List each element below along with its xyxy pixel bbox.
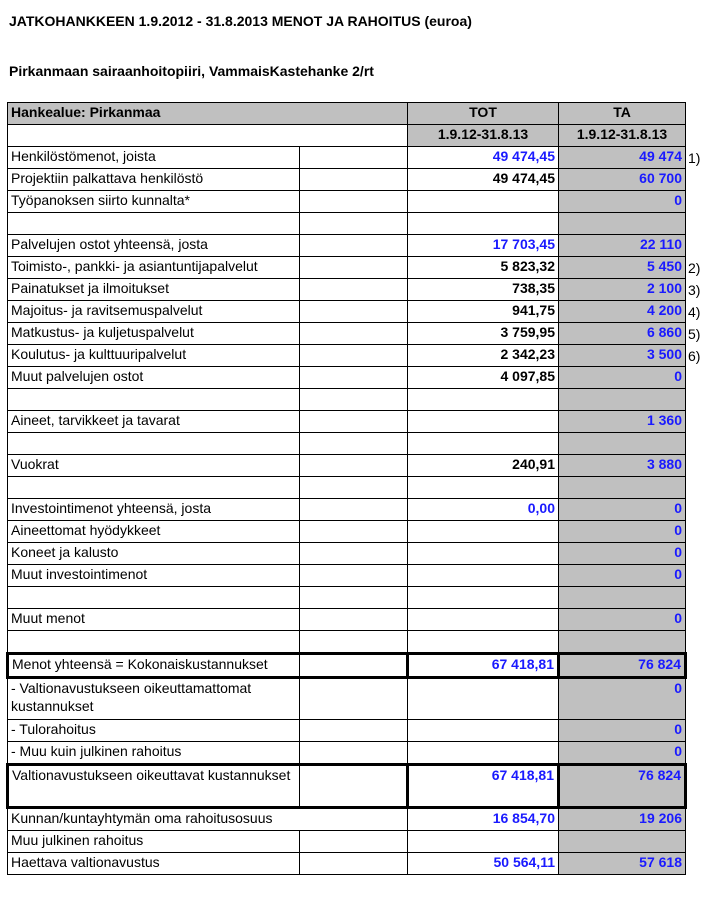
ta-value: 49 474 [559, 147, 686, 169]
blank-cell [300, 631, 408, 654]
tot-value: 5 823,32 [408, 257, 559, 279]
ta-value [559, 831, 686, 853]
tot-value [408, 587, 559, 609]
blank-cell [300, 609, 408, 631]
row-label: Aineettomat hyödykkeet [8, 521, 300, 543]
tot-value [408, 389, 559, 411]
tot-value: 0,00 [408, 499, 559, 521]
tot-value: 240,91 [408, 455, 559, 477]
ta-value: 0 [559, 565, 686, 587]
tot-value: 2 342,23 [408, 345, 559, 367]
blank-cell [300, 720, 408, 742]
tot-value [408, 543, 559, 565]
blank-cell [300, 678, 408, 720]
ta-value: 0 [559, 499, 686, 521]
blank-cell [300, 147, 408, 169]
empty-cell [8, 125, 408, 147]
tot-value [408, 831, 559, 853]
row-label: - Valtionavustukseen oikeuttamattomat kustannukset [8, 678, 300, 720]
row-label: Muut palvelujen ostot [8, 367, 300, 389]
tot-value: 49 474,45 [408, 169, 559, 191]
tot-value: 50 564,11 [408, 853, 559, 875]
row-label: Menot yhteensä = Kokonaiskustannukset [8, 654, 300, 678]
ta-header: TA [559, 103, 686, 125]
blank-cell [300, 389, 408, 411]
ta-value: 5 450 [559, 257, 686, 279]
blank-cell [300, 543, 408, 565]
blank-cell [300, 367, 408, 389]
ta-value: 57 618 [559, 853, 686, 875]
table-row [8, 765, 686, 808]
row-label: Valtionavustukseen oikeuttavat kustannukset [8, 765, 300, 808]
row-label: Kunnan/kuntayhtymän oma rahoitusosuus [8, 808, 408, 831]
ta-value: 3 500 [559, 345, 686, 367]
tot-value [408, 609, 559, 631]
ta-value: 0 [559, 521, 686, 543]
table-row [8, 257, 686, 279]
tot-value [408, 433, 559, 455]
ta-value [559, 213, 686, 235]
table-row [8, 323, 686, 345]
ta-value [559, 389, 686, 411]
document-subtitle: Pirkanmaan sairaanhoitopiiri, VammaisKastehanke 2/rt [9, 63, 374, 79]
row-label: Haettava valtionavustus [8, 853, 300, 875]
ta-value [559, 587, 686, 609]
table-row [8, 455, 686, 477]
blank-cell [300, 345, 408, 367]
blank-cell [300, 213, 408, 235]
table-row [8, 279, 686, 301]
tot-value [408, 213, 559, 235]
ta-value: 60 700 [559, 169, 686, 191]
table-row [8, 301, 686, 323]
ta-value: 0 [559, 191, 686, 213]
row-label: Investointimenot yhteensä, josta [8, 499, 300, 521]
row-label: Vuokrat [8, 455, 300, 477]
table-row [8, 720, 686, 742]
table-row [8, 191, 686, 213]
ta-value: 19 206 [559, 808, 686, 831]
table-row [8, 543, 686, 565]
table-row [8, 853, 686, 875]
blank-cell [300, 654, 408, 678]
row-label: Henkilöstömenot, joista [8, 147, 300, 169]
ta-value: 4 200 [559, 301, 686, 323]
blank-cell [300, 742, 408, 765]
ta-value: 1 360 [559, 411, 686, 433]
ta-value: 2 100 [559, 279, 686, 301]
area-header: Hankealue: Pirkanmaa [8, 103, 408, 125]
row-label [8, 213, 300, 235]
footnote-marker: 5) [688, 325, 701, 342]
row-label: Majoitus- ja ravitsemuspalvelut [8, 301, 300, 323]
tot-value [408, 521, 559, 543]
blank-cell [300, 477, 408, 499]
table-row [8, 235, 686, 257]
tot-value: 4 097,85 [408, 367, 559, 389]
row-label: Koulutus- ja kulttuuripalvelut [8, 345, 300, 367]
tot-value: 738,35 [408, 279, 559, 301]
table-row [8, 169, 686, 191]
tot-value: 49 474,45 [408, 147, 559, 169]
row-label: - Tulorahoitus [8, 720, 300, 742]
tot-value [408, 678, 559, 720]
table-row [8, 808, 686, 831]
tot-value [408, 565, 559, 587]
tot-value: 67 418,81 [408, 654, 559, 678]
ta-value: 3 880 [559, 455, 686, 477]
tot-value: 941,75 [408, 301, 559, 323]
blank-cell [300, 853, 408, 875]
ta-period: 1.9.12-31.8.13 [559, 125, 686, 147]
table-row [8, 147, 686, 169]
blank-cell [300, 191, 408, 213]
ta-value: 76 824 [559, 765, 686, 808]
ta-value: 0 [559, 742, 686, 765]
tot-period: 1.9.12-31.8.13 [408, 125, 559, 147]
tot-header: TOT [408, 103, 559, 125]
row-label: Matkustus- ja kuljetuspalvelut [8, 323, 300, 345]
row-label: Työpanoksen siirto kunnalta* [8, 191, 300, 213]
ta-value: 76 824 [559, 654, 686, 678]
ta-value: 22 110 [559, 235, 686, 257]
row-label: Painatukset ja ilmoitukset [8, 279, 300, 301]
ta-value: 0 [559, 609, 686, 631]
ta-value: 0 [559, 720, 686, 742]
ta-value [559, 631, 686, 654]
budget-table [6, 102, 687, 875]
tot-value [408, 742, 559, 765]
table-row [8, 609, 686, 631]
tot-value [408, 477, 559, 499]
row-label [8, 433, 300, 455]
table-row [8, 631, 686, 654]
blank-cell [300, 169, 408, 191]
table-row [8, 345, 686, 367]
blank-cell [300, 235, 408, 257]
row-label: Projektiin palkattava henkilöstö [8, 169, 300, 191]
blank-cell [300, 831, 408, 853]
blank-cell [300, 411, 408, 433]
table-row [8, 742, 686, 765]
ta-value: 6 860 [559, 323, 686, 345]
table-row [8, 587, 686, 609]
tot-value [408, 191, 559, 213]
table-row [8, 521, 686, 543]
blank-cell [300, 323, 408, 345]
row-label: Koneet ja kalusto [8, 543, 300, 565]
blank-cell [300, 455, 408, 477]
blank-cell [300, 301, 408, 323]
table-row [8, 367, 686, 389]
table-row [8, 389, 686, 411]
table-row [8, 213, 686, 235]
row-label [8, 587, 300, 609]
blank-cell [300, 521, 408, 543]
table-row [8, 411, 686, 433]
ta-value: 0 [559, 678, 686, 720]
row-label: Muu julkinen rahoitus [8, 831, 300, 853]
tot-value: 3 759,95 [408, 323, 559, 345]
table-row [8, 433, 686, 455]
blank-cell [300, 279, 408, 301]
row-label: Muut investointimenot [8, 565, 300, 587]
tot-value: 17 703,45 [408, 235, 559, 257]
blank-cell [300, 565, 408, 587]
table-header-row [8, 103, 686, 125]
row-label: - Muu kuin julkinen rahoitus [8, 742, 300, 765]
table-row [8, 654, 686, 678]
tot-value [408, 411, 559, 433]
ta-value: 0 [559, 367, 686, 389]
table-row [8, 499, 686, 521]
blank-cell [300, 765, 408, 808]
row-label [8, 477, 300, 499]
row-label: Palvelujen ostot yhteensä, josta [8, 235, 300, 257]
footnote-marker: 6) [688, 347, 701, 364]
table-row [8, 565, 686, 587]
ta-value [559, 477, 686, 499]
document-title: JATKOHANKKEEN 1.9.2012 - 31.8.2013 MENOT JA RAHOITUS (euroa) [9, 13, 472, 29]
ta-value [559, 433, 686, 455]
row-label: Toimisto-, pankki- ja asiantuntijapalvelut [8, 257, 300, 279]
table-period-row [8, 125, 686, 147]
footnote-marker: 2) [688, 259, 701, 276]
tot-value: 16 854,70 [408, 808, 559, 831]
table-row [8, 678, 686, 720]
blank-cell [300, 433, 408, 455]
row-label [8, 389, 300, 411]
table-row [8, 831, 686, 853]
footnote-marker: 4) [688, 303, 701, 320]
tot-value [408, 631, 559, 654]
row-label: Muut menot [8, 609, 300, 631]
blank-cell [300, 587, 408, 609]
blank-cell [300, 257, 408, 279]
row-label [8, 631, 300, 654]
footnote-marker: 1) [688, 149, 701, 166]
blank-cell [300, 499, 408, 521]
row-label: Aineet, tarvikkeet ja tavarat [8, 411, 300, 433]
tot-value: 67 418,81 [408, 765, 559, 808]
table-row [8, 477, 686, 499]
tot-value [408, 720, 559, 742]
footnote-marker: 3) [688, 281, 701, 298]
ta-value: 0 [559, 543, 686, 565]
